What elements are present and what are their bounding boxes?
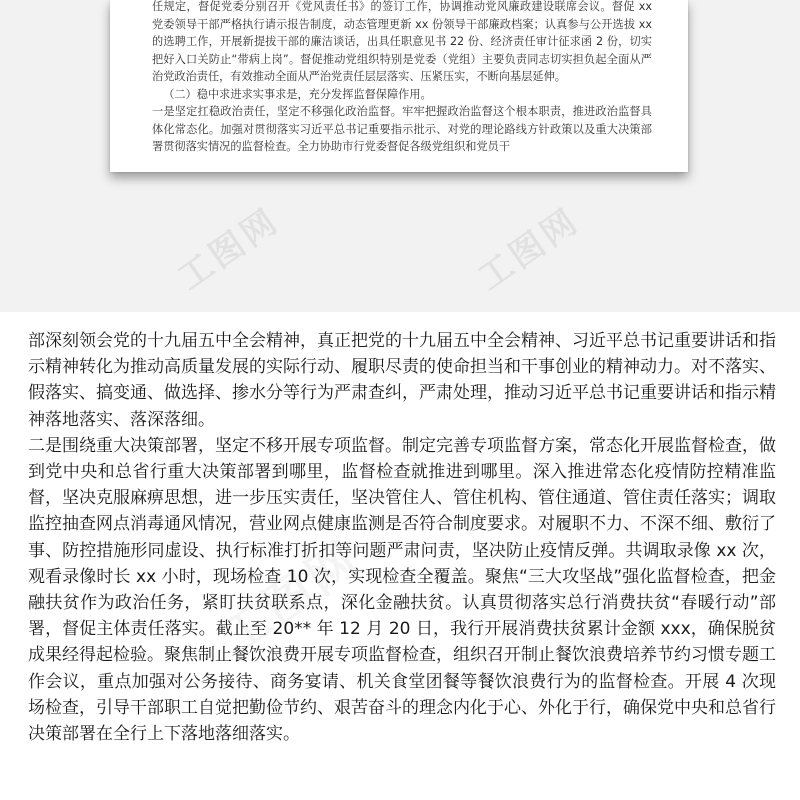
preview-paragraph: 任规定，督促党委分别召开《党风责任书》的签订工作，协调推动党风廉政建设联席会议。督促 xx 党委领导干部严格执行请示报告制度，动态管理更新 xx 份领导干部廉政档案；认真参与公开选拔 xx 的选聘工作，开展新提拔干部的廉洁谈话，出具任职意见书 22 份、经济责任审计征求函 2 份，切实把好入口关防止“带病上岗”。督促推动党组织特别是党委（党组）主要负责同志切实担负起全面从严治党政治责任，有效推动全面从严治党责任层层落实、压紧压实，不断向基层延伸。 bbox=[152, 0, 652, 83]
preview-paragraph: 一是坚定扛稳政治责任，坚定不移强化政治监督。牢牢把握政治监督这个根本职责，推进政治监督具体化常态化。加强对贯彻落实习近平总书记重要指示批示、对党的理论路线方针政策以及重大决策部署贯彻落实情况的监督检查。全力协助市行党委督促各级党组织和党员干 bbox=[152, 105, 652, 153]
watermark-logo: 工图网 bbox=[470, 200, 588, 299]
preview-text bbox=[152, 0, 652, 156]
watermark-logo: 工图网 bbox=[170, 200, 288, 299]
preview-heading: （二）稳中求进求实事求是，充分发挥监督保障作用。 bbox=[163, 87, 432, 101]
body-paragraph: 部深刻领会党的十九届五中全会精神，真正把党的十九届五中全会精神、习近平总书记重要讲话和指示精神转化为推动高质量发展的实际行动、履职尽责的使命担当和干事创业的精神动力。对不落实、假落实、搞变通、做选择、掺水分等行为严肃查纠，严肃处理，推动习近平总书记重要讲话和指示精神落地落实、落深落细。 bbox=[28, 331, 776, 430]
body-paragraph: 二是围绕重大决策部署，坚定不移开展专项监督。制定完善专项监督方案，常态化开展监督检查，做到党中央和总省行重大决策部署到哪里，监督检查就推进到哪里。深入推进常态化疫情防控精准监督，坚决克服麻痹思想，进一步压实责任，坚决管住人、管住机构、管住通道、管住责任落实；调取监控抽查网点消毒通风情况，营业网点健康监测是否符合制度要求。对履职不力、不深不细、敷衍了事、防控措施形同虚设、执行标准打折扣等问题严肃问责，坚决防止疫情反弹。共调取录像 xx 次，观看录像时长 xx 小时，现场检查 10 次，实现检查全覆盖。聚焦“三大攻坚战”强化监督检查，把金融扶贫作为政治任务，紧盯扶贫联系点，深化金融扶贫。认真贯彻落实总行消费扶贫“春暖行动”部署，督促主体责任落实。截止至 20** 年 12 月 20 日，我行开展消费扶贫累计金额 xxx，确保脱贫成果经得起检验。聚焦制止餐饮浪费开展专项监督检查，组织召开制止餐饮浪费培养节约习惯专题工作会议，重点加强对公务接待、商务宴请、机关食堂团餐等餐饮浪费行为的监督检查。开展 4 次现场检查，引导干部职工自觉把勤俭节约、艰苦奋斗的理念内化于心、外化于行，确保党中央和总省行决策部署在全行上下落地落细落实。 bbox=[28, 435, 776, 745]
watermark-logo: 工图网 bbox=[210, 530, 371, 666]
preview-stage bbox=[0, 0, 800, 312]
document-body bbox=[28, 328, 776, 747]
document-page-preview bbox=[110, 0, 688, 172]
